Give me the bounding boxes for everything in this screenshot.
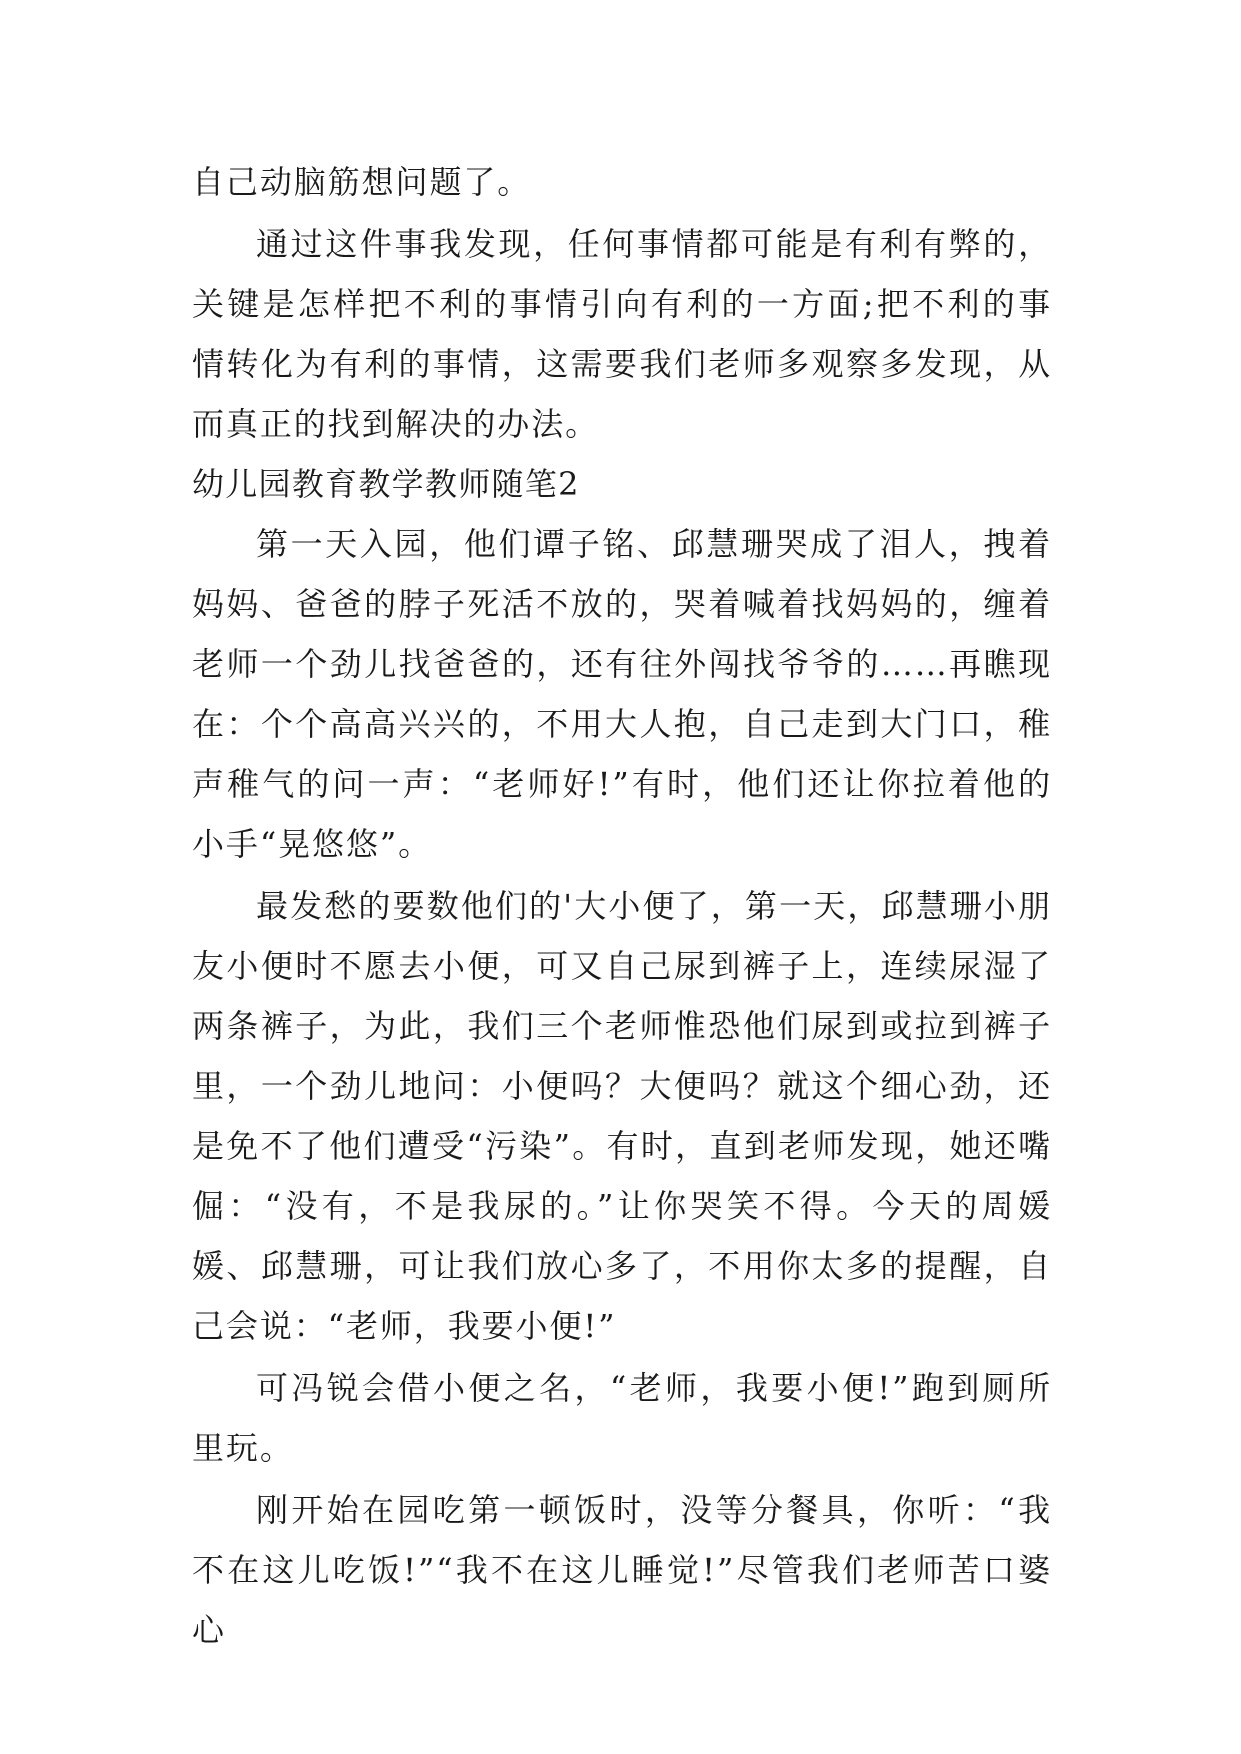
paragraph-first-day: 第一天入园，他们谭子铭、邱慧珊哭成了泪人，拽着妈妈、爸爸的脖子死活不放的，哭着喊着找妈妈的，缠着老师一个劲儿找爸爸的，还有往外闯找爷爷的……再瞧现在：个个高高兴兴的，不用大人抱，自己走到大门口，稚声稚气的问一声：“老师好!”有时，他们还让你拉着他的小手“晃悠悠”。 — [192, 525, 1052, 863]
paragraph-toilet: 最发愁的要数他们的'大小便了，第一天，邱慧珊小朋友小便时不愿去小便，可又自己尿到裤子上，连续尿湿了两条裤子，为此，我们三个老师惟恐他们尿到或拉到裤子里，一个劲儿地问：小便吗？大便吗？就这个细心劲，还是免不了他们遭受“污染”。有时，直到老师发现，她还嘴倔：“没有，不是我尿的。”让你哭笑不得。今天的周媛媛、邱慧珊，可让我们放心多了，不用你太多的提醒，自己会说：“老师，我要小便!” — [192, 887, 1052, 1345]
paragraph-conclusion: 通过这件事我发现，任何事情都可能是有利有弊的，关键是怎样把不利的事情引向有利的一方面;把不利的事情转化为有利的事情，这需要我们老师多观察多发现，从而真正的找到解决的办法。 — [192, 225, 1052, 443]
document-body — [192, 152, 1052, 1660]
paragraph-continuation: 自己动脑筋想问题了。 — [192, 163, 532, 201]
section-heading: 幼儿园教育教学教师随笔2 — [192, 465, 580, 503]
paragraph-first-meal: 刚开始在园吃第一顿饭时，没等分餐具，你听：“我不在这儿吃饭!”“我不在这儿睡觉!”尽管我们老师苦口婆心 — [192, 1491, 1052, 1649]
paragraph-fengrui: 可冯锐会借小便之名，“老师，我要小便!”跑到厕所里玩。 — [192, 1369, 1052, 1467]
